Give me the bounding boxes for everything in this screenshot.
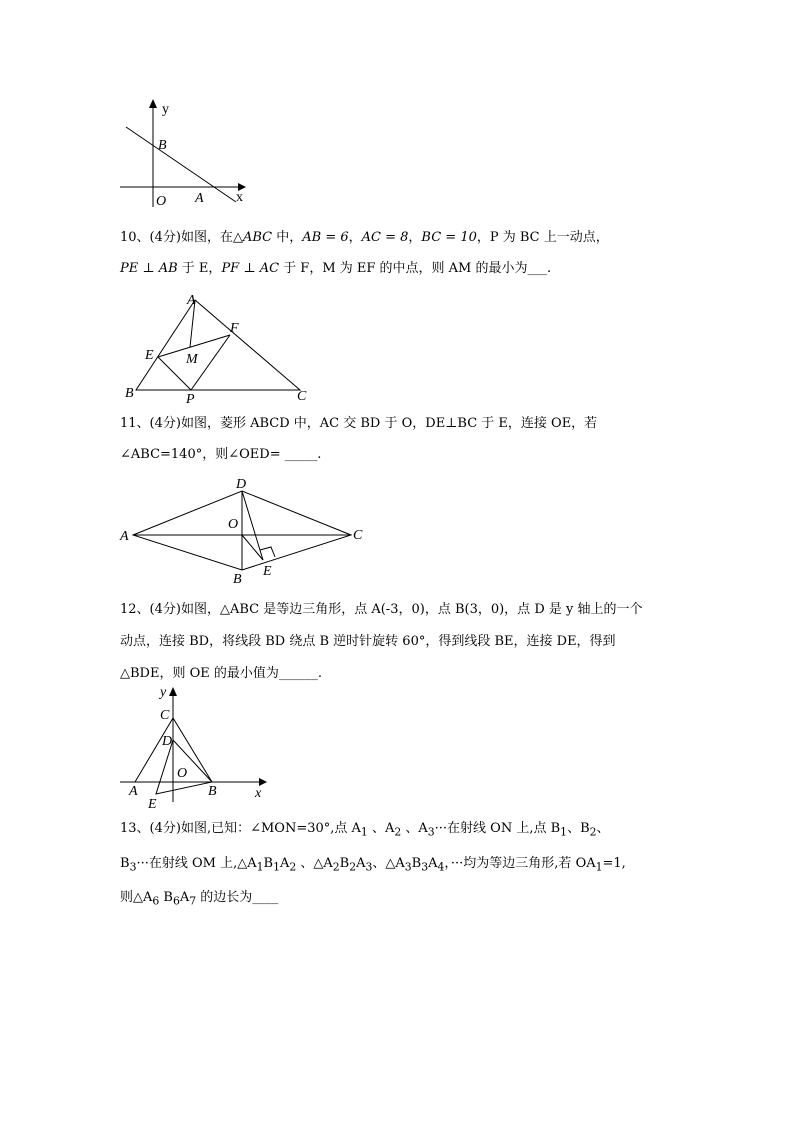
label-e: E [148, 797, 157, 812]
label-b: B [233, 572, 242, 587]
question-13-line-1: 13、(4分)如图,已知：∠MON=30°,点 $A_1$ 、$A_2$ 、$A_3\cdot\cdot\cdot$在射线 ON 上,点 $B_1$、$B_2$、 [120, 821, 610, 839]
label-a: A [187, 293, 196, 308]
y-axis-arrow [169, 687, 177, 696]
question-10-line-1: 10、(4分)如图，在△ABC 中，AB = 6，AC = 8，BC = 10，P 为 BC 上一动点， [120, 230, 609, 245]
label-x: x [255, 786, 262, 801]
segment-de [242, 491, 263, 560]
question-13-line-2: $B_3\cdot\cdot\cdot$在射线 OM 上$,\triangle A_1B_1A_2$ 、$\triangle A_2B_2A_3$、$\triangle A_3B_3A_4$，···均为等边三角形,若 $OA_1=1$, [120, 855, 626, 874]
label-y: y [160, 685, 167, 700]
y-axis-arrow [149, 99, 157, 108]
label-x: x [236, 190, 243, 205]
label-a: A [120, 529, 129, 544]
segment-oe [242, 535, 263, 560]
figure-triangle-abc [120, 290, 340, 405]
label-e: E [263, 564, 272, 579]
question-10 [120, 229, 680, 278]
x-axis-arrow [259, 778, 267, 786]
question-11 [120, 415, 680, 464]
question-12-line-1: 12、(4分)如图，△ABC 是等边三角形，点 A(-3，0)，点 B(3，0)，点 D 是 y 轴上的一个 [120, 602, 643, 617]
label-d: D [236, 477, 247, 492]
label-p: P [186, 392, 195, 407]
label-e: E [145, 348, 154, 363]
label-a: A [195, 191, 204, 206]
label-b: B [125, 386, 134, 401]
figure-linear-graph [110, 95, 260, 210]
question-12-line-3: △BDE，则 OE 的最小值为______. [120, 666, 323, 681]
figure-equilateral-triangle [115, 682, 275, 810]
label-b: B [208, 784, 217, 799]
label-f: F [230, 321, 239, 336]
question-12 [120, 601, 680, 683]
label-c: C [353, 528, 363, 543]
label-o: O [228, 517, 239, 532]
question-10-line-2: PE ⊥ AB 于 E，PF ⊥ AC 于 F，M 为 EF 的中点，则 AM 的最小为___. [120, 261, 552, 276]
question-11-line-1: 11、(4分)如图，菱形 ABCD 中，AC 交 BD 于 O，DE⊥BC 于 E，连接 OE，若 [120, 416, 598, 431]
label-m: M [186, 352, 198, 367]
question-11-line-2: ∠ABC=140°，则∠OED= _____. [120, 447, 322, 462]
label-b: B [158, 138, 167, 153]
question-12-line-2: 动点，连接 BD，将线段 BD 绕点 B 逆时针旋转 60°，得到线段 BE，连接 DE，得到 [120, 634, 616, 649]
figure-rhombus-abcd [115, 475, 375, 590]
label-c: C [297, 389, 307, 404]
question-13 [120, 820, 680, 911]
line-ab [126, 127, 236, 202]
label-d: D [162, 734, 173, 749]
label-a: A [129, 784, 138, 799]
label-o: O [177, 766, 188, 781]
question-13-line-3: 则$\triangle A_6$ $B_6A_7$ 的边长为____ [120, 890, 279, 908]
right-angle-mark [260, 547, 275, 557]
label-y: y [162, 102, 169, 117]
triangle-abc [136, 300, 300, 390]
label-o: O [156, 194, 167, 209]
label-c: C [160, 708, 170, 723]
